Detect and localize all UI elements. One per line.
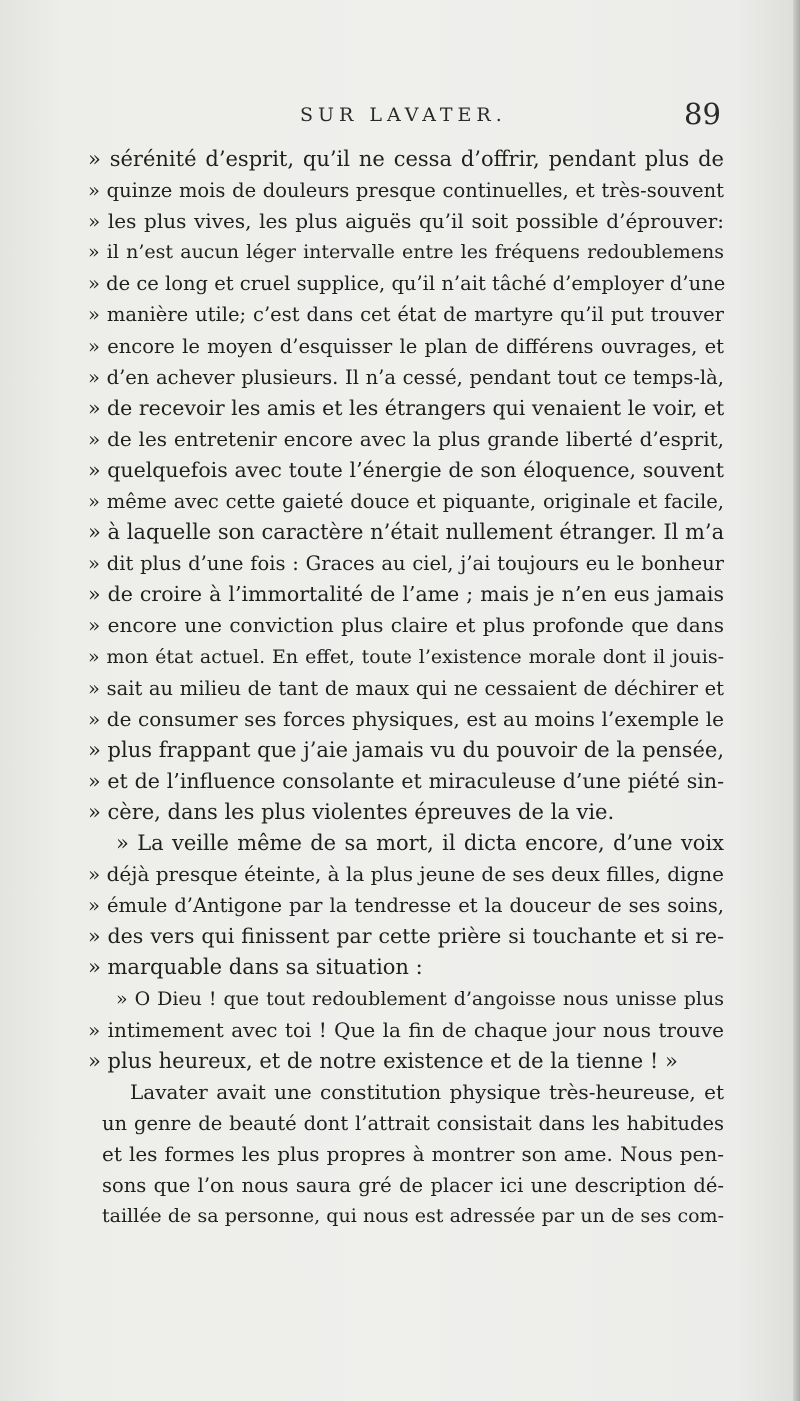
text-line: » O Dieu ! que tout redoublement d’angoisse nous unisse plus (116, 987, 724, 1010)
text-line: sons que l’on nous saura gré de placer ici une description dé- (102, 1174, 724, 1198)
body-text (88, 144, 724, 1232)
text-line: » mon état actuel. En effet, toute l’existence morale dont il jouis- (88, 645, 724, 668)
text-line: » à laquelle son caractère n’était nullement étranger. Il m’a (88, 520, 725, 545)
text-line: » marquable dans sa situation : (88, 955, 423, 980)
page-edge-shadow (793, 0, 800, 1401)
text-line: » intimement avec toi ! Que la fin de chaque jour nous trouve (88, 1017, 724, 1042)
text-line: » sait au milieu de tant de maux qui ne cessaient de déchirer et (88, 676, 724, 700)
text-line: taillée de sa personne, qui nous est adressée par un de ses com- (102, 1205, 724, 1228)
text-line: » sérénité d’esprit, qu’il ne cessa d’offrir, pendant plus de (88, 147, 724, 171)
text-line: » de les entretenir encore avec la plus grande liberté d’esprit, (88, 426, 724, 451)
text-line: » de ce long et cruel supplice, qu’il n’ait tâché d’employer d’une (88, 272, 726, 296)
running-head: SUR LAVATER. (300, 104, 507, 126)
text-line: » émule d’Antigone par la tendresse et la douceur de ses soins, (88, 894, 724, 918)
text-line: » cère, dans les plus violentes épreuves de la vie. (88, 799, 615, 824)
text-line: » encore le moyen d’esquisser le plan de différens ouvrages, et (88, 334, 724, 358)
text-line: » plus frappant que j’aie jamais vu du pouvoir de la pensée, (88, 737, 724, 762)
text-line: » dit plus d’une fois : Graces au ciel, j’ai toujours eu le bonheur (88, 552, 724, 576)
page-number: 89 (684, 97, 721, 131)
text-line: et les formes les plus propres à montrer son ame. Nous pen- (102, 1142, 724, 1166)
text-line: » plus heureux, et de notre existence et de la tienne ! » (88, 1048, 678, 1073)
text-line: » il n’est aucun léger intervalle entre les fréquens redoublemens (88, 241, 724, 264)
text-line: » de croire à l’immortalité de l’ame ; mais je n’en eus jamais (88, 582, 724, 607)
text-line: Lavater avait une constitution physique très-heureuse, et (130, 1079, 724, 1104)
text-line: » quelquefois avec toute l’énergie de son éloquence, souvent (88, 457, 724, 482)
text-line: » quinze mois de douleurs presque continuelles, et très-souvent (88, 179, 724, 203)
text-line: » de recevoir les amis et les étrangers qui venaient le voir, et (88, 395, 725, 420)
text-line: » déjà presque éteinte, à la plus jeune de ses deux filles, digne (88, 862, 724, 887)
text-line: » La veille même de sa mort, il dicta encore, d’une voix (116, 831, 724, 856)
text-line: » d’en achever plusieurs. Il n’a cessé, pendant tout ce temps-là, (88, 365, 724, 389)
text-line: » les plus vives, les plus aiguës qu’il soit possible d’éprouver: (88, 209, 724, 234)
text-line: » encore une conviction plus claire et plus profonde que dans (88, 613, 724, 638)
text-line: un genre de beauté dont l’attrait consistait dans les habitudes (102, 1111, 724, 1135)
text-line: » même avec cette gaieté douce et piquante, originale et facile, (88, 490, 724, 514)
text-line: » et de l’influence consolante et miraculeuse d’une piété sin- (88, 768, 724, 793)
text-line: » manière utile; c’est dans cet état de martyre qu’il put trouver (88, 303, 724, 327)
text-line: » de consumer ses forces physiques, est au moins l’exemple le (88, 706, 724, 731)
text-line: » des vers qui finissent par cette prière si touchante et si re- (88, 924, 724, 949)
